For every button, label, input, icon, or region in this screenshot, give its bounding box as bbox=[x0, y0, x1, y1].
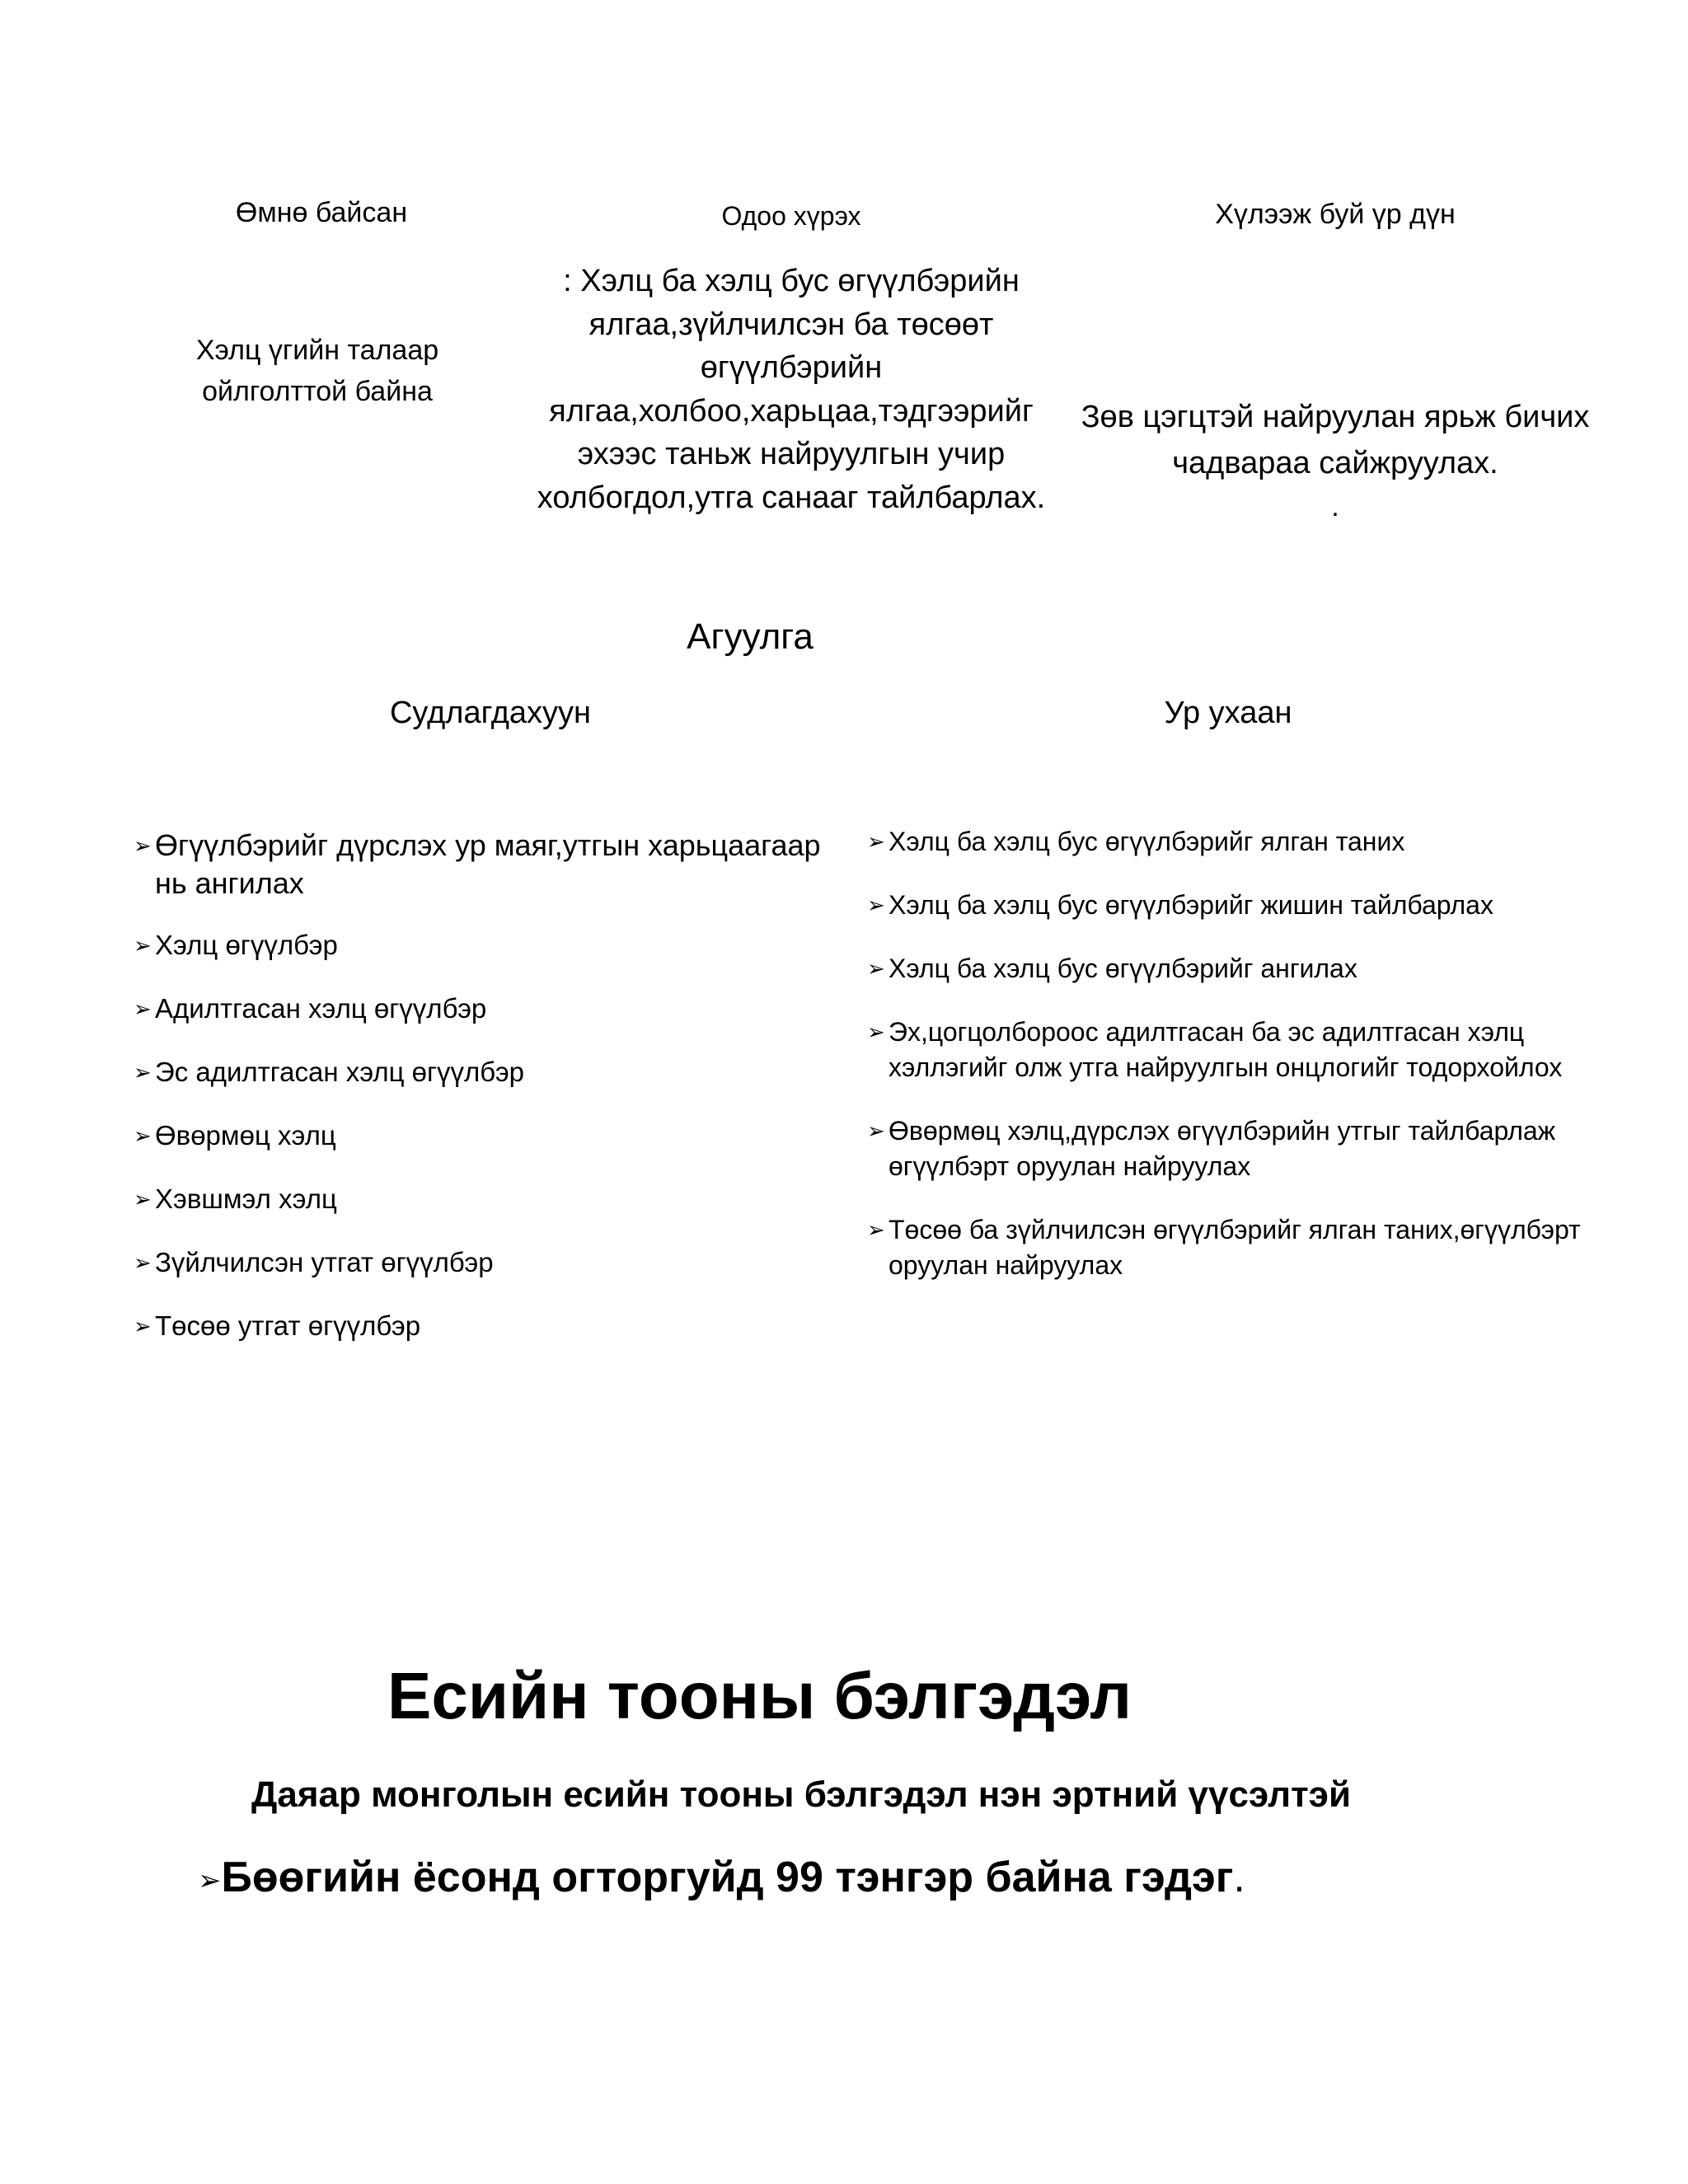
column-heading-now: Одоо хүрэх bbox=[721, 201, 861, 231]
list-item: ➢ Төсөө утгат өгүүлбэр bbox=[134, 1308, 859, 1344]
section-title: Есийн тооны бэлгэдэл bbox=[387, 1659, 1132, 1732]
arrow-bullet-icon: ➢ bbox=[134, 1314, 152, 1338]
expected-result-dot: . bbox=[1331, 491, 1339, 523]
bottom-bullet-period: . bbox=[1233, 1854, 1245, 1901]
section-subtitle: Даяар монголын есийн тооны бэлгэдэл нэн эртний үүсэлтэй bbox=[251, 1774, 1351, 1815]
arrow-bullet-icon: ➢ bbox=[134, 1250, 152, 1275]
expected-result-text: Зөв цэгцтэй найруулан ярьж бичих чадвараа сайжруулах. bbox=[1081, 400, 1590, 480]
column-heading-result: Хүлээж буй үр дүн bbox=[1215, 199, 1456, 230]
list-item: ➢ Хэвшмэл хэлц bbox=[134, 1181, 859, 1217]
list-item: ➢ Адилтгасан хэлц өгүүлбэр bbox=[134, 991, 859, 1027]
list-item: ➢ Хэлц ба хэлц бус өгүүлбэрийг ангилах bbox=[867, 951, 1609, 987]
arrow-bullet-icon: ➢ bbox=[198, 1865, 222, 1896]
arrow-bullet-icon: ➢ bbox=[867, 956, 885, 981]
arrow-bullet-icon: ➢ bbox=[867, 1019, 885, 1044]
list-item: ➢ Хэлц ба хэлц бус өгүүлбэрийг жишин тайлбарлах bbox=[867, 888, 1609, 923]
list-item: ➢ Хэлц өгүүлбэр bbox=[134, 927, 859, 963]
list-item: ➢ Зүйлчилсэн утгат өгүүлбэр bbox=[134, 1244, 859, 1281]
list-item: ➢ Эс адилтгасан хэлц өгүүлбэр bbox=[134, 1054, 859, 1090]
arrow-bullet-icon: ➢ bbox=[867, 1217, 885, 1242]
arrow-bullet-icon: ➢ bbox=[867, 1118, 885, 1143]
previous-knowledge-text: Хэлц үгийн талаар ойлголттой байна bbox=[195, 335, 439, 407]
arrow-bullet-icon: ➢ bbox=[134, 996, 152, 1021]
list-item: ➢ Хэлц ба хэлц бус өгүүлбэрийг ялган таних bbox=[867, 824, 1609, 860]
arrow-bullet-icon: ➢ bbox=[134, 933, 152, 958]
arrow-bullet-icon: ➢ bbox=[134, 1123, 152, 1148]
list-item: ➢ Өвөрмөц хэлц bbox=[134, 1118, 859, 1154]
skills-list bbox=[867, 824, 1609, 1311]
arrow-bullet-icon: ➢ bbox=[867, 893, 885, 917]
subject-heading: Судлагдахуун bbox=[389, 696, 592, 730]
arrow-bullet-icon: ➢ bbox=[134, 833, 152, 858]
arrow-bullet-icon: ➢ bbox=[134, 1060, 152, 1085]
current-goal-text: : Хэлц ба хэлц бус өгүүлбэрийн ялгаа,зүйлчилсэн ба төсөөт өгүүлбэрийн ялгаа,холбоо,харьцаа,тэдгээрийг эхээс таньж найруулгын учир холбогдол,утга санааг тайлбарлах. bbox=[537, 264, 1046, 515]
list-item: ➢ Төсөө ба зүйлчилсэн өгүүлбэрийг ялган таних,өгүүлбэрт оруулан найруулах bbox=[867, 1212, 1609, 1283]
column-heading-previous: Өмнө байсан bbox=[235, 197, 408, 228]
list-item: ➢ Өвөрмөц хэлц,дүрслэх өгүүлбэрийн утгыг тайлбарлаж өгүүлбэрт оруулан найруулах bbox=[867, 1113, 1609, 1184]
arrow-bullet-icon: ➢ bbox=[867, 829, 885, 854]
content-title: Агуулга bbox=[687, 616, 814, 657]
bottom-bullet-text: Бөөгийн ёсонд огторгуйд 99 тэнгэр байна гэдэг bbox=[221, 1854, 1234, 1901]
bottom-bullet-line bbox=[198, 1850, 1434, 1908]
list-item: ➢ Өгүүлбэрийг дүрслэх ур маяг,утгын харьцаагаар нь ангилах bbox=[134, 828, 821, 900]
subject-list bbox=[134, 827, 859, 1371]
list-item: ➢ Эх,цогцолбороос адилтгасан ба эс адилтгасан хэлц хэллэгийг олж утга найруулгын онцлогийг тодорхойлох bbox=[867, 1015, 1609, 1085]
arrow-bullet-icon: ➢ bbox=[134, 1187, 152, 1212]
skills-heading: Ур ухаан bbox=[1164, 696, 1292, 730]
